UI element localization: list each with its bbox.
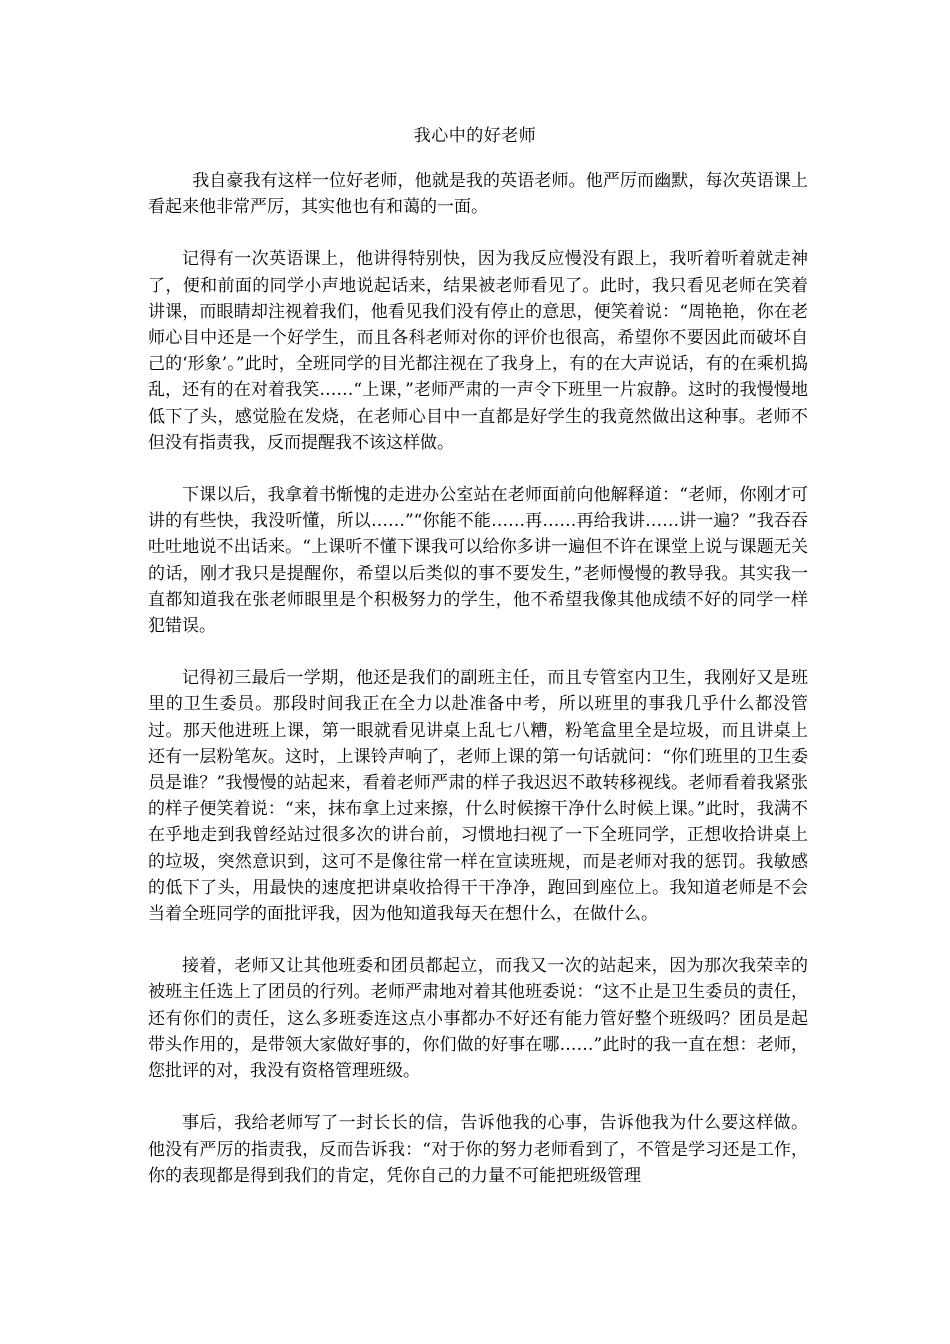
paragraph-2: 记得有一次英语课上，他讲得特别快，因为我反应慢没有跟上，我听着听着就走神了，便和前面的同学小声地说起话来，结果被老师看见了。此时，我只看见老师在笑着讲课，而眼睛却注视着我们，他看见我们没有停止的意思，便笑着说：“周艳艳，你在老师心目中还是一个好学生，而且各科老师对你的评价也很高，希望你不要因此而破坏自己的‘形象’。”此时，全班同学的目光都注视在了我身上，有的在大声说话，有的在乘机捣乱，还有的在对着我笑……“上课，”老师严肃的一声令下班里一片寂静。这时的我慢慢地低下了头，感觉脸在发烧，在老师心目中一直都是好学生的我竟然做出这种事。老师不但没有指责我，反而提醒我不该这样做。 <box>148 249 808 453</box>
paragraph-1: 我自豪我有这样一位好老师，他就是我的英语老师。他严厉而幽默，每次英语课上看起来他非常严厉，其实他也有和蔼的一面。 <box>148 171 808 218</box>
paragraph-5: 接着，老师又让其他班委和团员都起立，而我又一次的站起来，因为那次我荣幸的被班主任选上了团员的行列。老师严肃地对着其他班委说：“这不止是卫生委员的责任，还有你们的责任，这么多班委连这点小事都办不好还有能力管好整个班级吗？团员是起带头作用的，是带领大家做好事的，你们做的好事在哪……”此时的我一直在想：老师，您批评的对，我没有资格管理班级。 <box>148 956 808 1082</box>
paragraph-6: 事后，我给老师写了一封长长的信，告诉他我的心事，告诉他我为什么要这样做。他没有严厉的指责我，反而告诉我：“对于你的努力老师看到了，不管是学习还是工作，你的表现都是得到我们的肯定，凭你自己的力量不可能把班级管理 <box>148 1113 808 1186</box>
document-body <box>148 168 808 1215</box>
paragraph-3: 下课以后，我拿着书惭愧的走进办公室站在老师面前向他解释道：“老师，你刚才可讲的有些快，我没听懂，所以……”“你能不能……再……再给我讲……讲一遍？”我吞吞吐吐地说不出话来。“上课听不懂下课我可以给你多讲一遍但不许在课堂上说与课题无关的话，刚才我只是提醒你，希望以后类似的事不要发生，”老师慢慢的教导我。其实我一直都知道我在张老师眼里是个积极努力的学生，他不希望我像其他成绩不好的同学一样犯错误。 <box>148 485 808 637</box>
page-title: 我心中的好老师 <box>413 126 537 146</box>
paragraph-4: 记得初三最后一学期，他还是我们的副班主任，而且专管室内卫生，我刚好又是班里的卫生委员。那段时间我正在全力以赴准备中考，所以班里的事我几乎什么都没管过。那天他进班上课，第一眼就看见讲桌上乱七八糟，粉笔盒里全是垃圾，而且讲桌上还有一层粉笔灰。这时，上课铃声响了，老师上课的第一句话就问：“你们班里的卫生委员是谁？”我慢慢的站起来，看着老师严肃的样子我迟迟不敢转移视线。老师看着我紧张的样子便笑着说：“来，抹布拿上过来擦，什么时候擦干净什么时候上课。”此时，我满不在乎地走到我曾经站过很多次的讲台前，习惯地扫视了一下全班同学，正想收拾讲桌上的垃圾，突然意识到，这可不是像往常一样在宣读班规，而是老师对我的惩罚。我敏感的低下了头，用最快的速度把讲桌收拾得干干净净，跑回到座位上。我知道老师是不会当着全班同学的面批评我，因为他知道我每天在想什么，在做什么。 <box>148 668 808 925</box>
